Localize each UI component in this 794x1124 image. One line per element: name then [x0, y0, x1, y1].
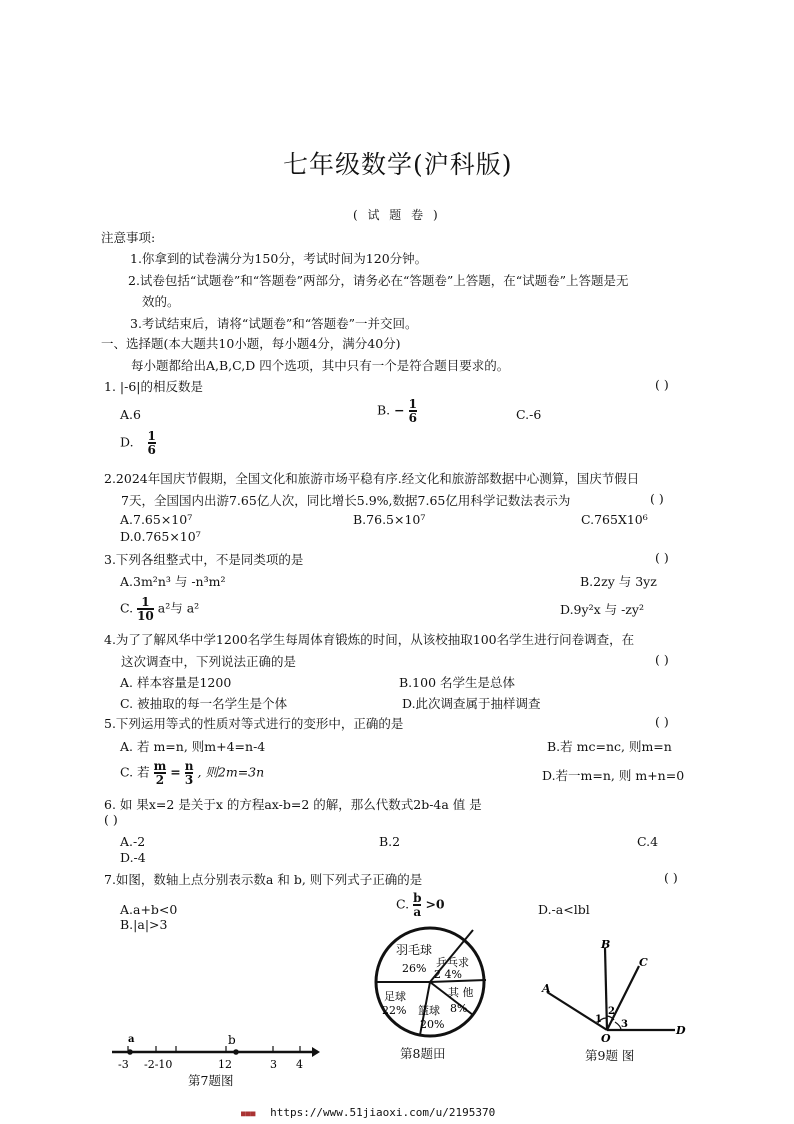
- notice-heading: 注意事项:: [101, 230, 156, 245]
- q1-option-b: [377, 398, 417, 424]
- tick-label: -2-10: [144, 1058, 173, 1071]
- point-label: O: [601, 1032, 611, 1045]
- q7-option-c: [396, 892, 445, 918]
- q5-option-c-fraction-1: [154, 760, 167, 786]
- footer-url-link[interactable]: https://www.51jiaoxi.com/u/2195370: [270, 1106, 496, 1119]
- q7-option-b: B.|a|>3: [120, 917, 168, 932]
- fraction-numerator: n: [184, 759, 194, 773]
- fraction-denominator: 6: [408, 411, 417, 425]
- fraction-numerator: 1: [147, 429, 156, 443]
- q2-option-a: A.7.65×10⁷: [120, 512, 193, 527]
- q5-option-a: A. 若 m=n, 则m+4=n-4: [120, 739, 266, 754]
- q5-option-c-prefix: C. 若: [120, 764, 150, 780]
- q3-option-c-prefix: C.: [120, 600, 134, 616]
- point-label: D: [676, 1024, 686, 1037]
- q3-option-c-rest: a²与 a²: [157, 600, 200, 616]
- answer-bracket: ( ): [650, 491, 664, 506]
- tick-label: 3: [270, 1058, 277, 1071]
- footer-logo: ■■■: [241, 1109, 256, 1118]
- page-title: 七年级数学(沪科版): [283, 150, 513, 179]
- q4-option-d: D.此次调查属于抽样调查: [402, 696, 541, 711]
- slice-label: 羽毛球: [396, 943, 433, 957]
- footer-watermark: [241, 1106, 495, 1119]
- q2-option-d: D.0.765×10⁷: [120, 529, 201, 544]
- q5-option-c-equals: =: [170, 764, 181, 780]
- figure-9-angle-diagram: [535, 938, 695, 1052]
- figure-8-caption: 第8题田: [400, 1046, 446, 1061]
- fraction-denominator: 10: [137, 609, 154, 623]
- section-description: 每小题都给出A,B,C,D 四个选项，其中只有一个是符合题目要求的。: [131, 358, 510, 373]
- point-b-dot: [233, 1049, 239, 1055]
- point-b-label: b: [228, 1034, 236, 1047]
- q6-option-a: A.-2: [120, 834, 146, 849]
- q1-option-c: C.-6: [516, 407, 542, 422]
- q4-option-c: C. 被抽取的每一名学生是个体: [120, 696, 288, 711]
- answer-bracket: ( ): [655, 714, 669, 729]
- notice-item: 1.你拿到的试卷满分为150分，考试时间为120分钟。: [130, 251, 428, 266]
- q3-option-c-fraction: [137, 596, 154, 622]
- q2-stem-line1: 2.2024年国庆节假期，全国文化和旅游市场平稳有序.经文化和旅游部数据中心测算，国庆节假日: [104, 471, 640, 486]
- q7-option-a: A.a+b<0: [120, 902, 178, 917]
- q4-stem-line1: 4.为了了解风华中学1200名学生每周体育锻炼的时间，从该校抽取100名学生进行问卷调查，在: [104, 632, 635, 647]
- slice-label: 其 他: [448, 986, 474, 999]
- fraction-numerator: b: [413, 891, 422, 905]
- angle-label: 3: [621, 1019, 628, 1030]
- q1-option-b-fraction: [409, 398, 417, 424]
- slice-value: 22%: [382, 1004, 407, 1017]
- answer-bracket: ( ): [655, 377, 669, 392]
- fraction-denominator: 2: [155, 773, 165, 787]
- fraction-numerator: 1: [141, 595, 150, 609]
- answer-bracket: ( ): [655, 652, 669, 667]
- q7-stem: 7.如图，数轴上点分别表示数a 和 b, 则下列式子正确的是: [104, 872, 423, 887]
- q5-option-c-fraction-2: [185, 760, 194, 786]
- fraction-numerator: m: [153, 759, 167, 773]
- q5-option-c: [120, 760, 264, 786]
- q3-option-a: A.3m²n³ 与 -n³m²: [120, 574, 226, 589]
- q7-option-c-rest: >0: [425, 896, 445, 912]
- q3-stem: 3.下列各组整式中，不是同类项的是: [104, 552, 304, 567]
- slice-value: 20%: [420, 1018, 445, 1031]
- figure-8-pie-chart: [370, 922, 490, 1046]
- tick-label: -3: [118, 1058, 129, 1071]
- answer-bracket: ( ): [655, 550, 669, 565]
- q6-stem: 6. 如 果x=2 是关于x 的方程ax-b=2 的解，那么代数式2b-4a 值 是: [104, 797, 482, 812]
- q1-option-d-prefix: D.: [120, 434, 134, 450]
- q5-stem: 5.下列运用等式的性质对等式进行的变形中，正确的是: [104, 716, 404, 731]
- slice-value: 26%: [402, 962, 427, 975]
- q5-option-b: B.若 mc=nc, 则m=n: [547, 739, 672, 754]
- q3-option-c: [120, 596, 199, 622]
- angle-label: 1: [595, 1014, 602, 1025]
- notice-item: 3.考试结束后，请将“试题卷”和“答题卷”一并交回。: [130, 316, 418, 331]
- q7-option-c-prefix: C.: [396, 896, 410, 912]
- q2-stem-line2: 7天，全国国内出游7.65亿人次，同比增长5.9%,数据7.65亿用科学记数法表示为: [121, 493, 571, 508]
- point-label: A: [542, 982, 551, 995]
- q4-option-a: A. 样本容量是1200: [120, 675, 232, 690]
- fraction-numerator: 1: [408, 397, 417, 411]
- q5-option-d: D.若一m=n, 则 m+n=0: [542, 768, 685, 783]
- q1-option-d-fraction: [148, 430, 156, 456]
- point-a-label: a: [128, 1034, 135, 1045]
- answer-bracket: ( ): [664, 870, 678, 885]
- q6-option-b: B.2: [379, 834, 401, 849]
- point-label: B: [601, 938, 611, 951]
- q7-option-c-fraction: [413, 892, 421, 918]
- q6-option-c: C.4: [637, 834, 659, 849]
- q5-option-c-rest: , 则2m=3n: [197, 764, 265, 780]
- figure-9-caption: 第9题 图: [585, 1048, 635, 1063]
- answer-bracket: ( ): [104, 812, 118, 827]
- slice-value: 8%: [450, 1002, 468, 1015]
- slice-label: 乒乓求: [436, 956, 469, 969]
- q4-option-b: B.100 名学生是总体: [399, 675, 515, 690]
- q3-option-d: D.9y²x 与 -zy²: [560, 602, 644, 617]
- q6-option-d: D.-4: [120, 850, 146, 865]
- q1-option-d: [120, 430, 156, 456]
- paper-subtitle: ( 试 题 卷 ): [353, 208, 441, 222]
- figure-7-caption: 第7题图: [188, 1073, 234, 1088]
- slice-value: 2 4%: [434, 968, 462, 981]
- slice-label: 篮球: [418, 1004, 440, 1017]
- angle-label: 2: [608, 1006, 615, 1017]
- fraction-denominator: 3: [184, 773, 194, 787]
- q1-stem: 1. |-6|的相反数是: [104, 379, 203, 394]
- section-heading: 一、选择题(本大题共10小题，每小题4分，满分40分): [101, 336, 401, 351]
- q2-option-b: B.76.5×10⁷: [353, 512, 426, 527]
- q2-option-c: C.765X10⁶: [581, 512, 648, 527]
- tick-label: 12: [218, 1058, 232, 1071]
- notice-item: 2.试卷包括“试题卷”和“答题卷”两部分，请务必在“答题卷”上答题，在“试题卷”上答题是无: [128, 273, 629, 288]
- notice-item: 效的。: [142, 294, 180, 309]
- slice-label: 足球: [384, 990, 406, 1003]
- q7-option-d: D.-a<lbl: [538, 902, 590, 917]
- fraction-denominator: a: [413, 905, 422, 919]
- q3-option-b: B.2zy 与 3yz: [580, 574, 657, 589]
- point-a-dot: [127, 1049, 133, 1055]
- q1-option-b-sign: −: [394, 402, 405, 418]
- tick-label: 4: [296, 1058, 303, 1071]
- q4-stem-line2: 这次调查中，下列说法正确的是: [121, 654, 297, 669]
- q1-option-a: A.6: [120, 407, 141, 422]
- point-label: C: [639, 956, 648, 969]
- q1-option-b-prefix: B.: [377, 402, 391, 418]
- fraction-denominator: 6: [147, 443, 156, 457]
- arrow-head-icon: [312, 1047, 320, 1057]
